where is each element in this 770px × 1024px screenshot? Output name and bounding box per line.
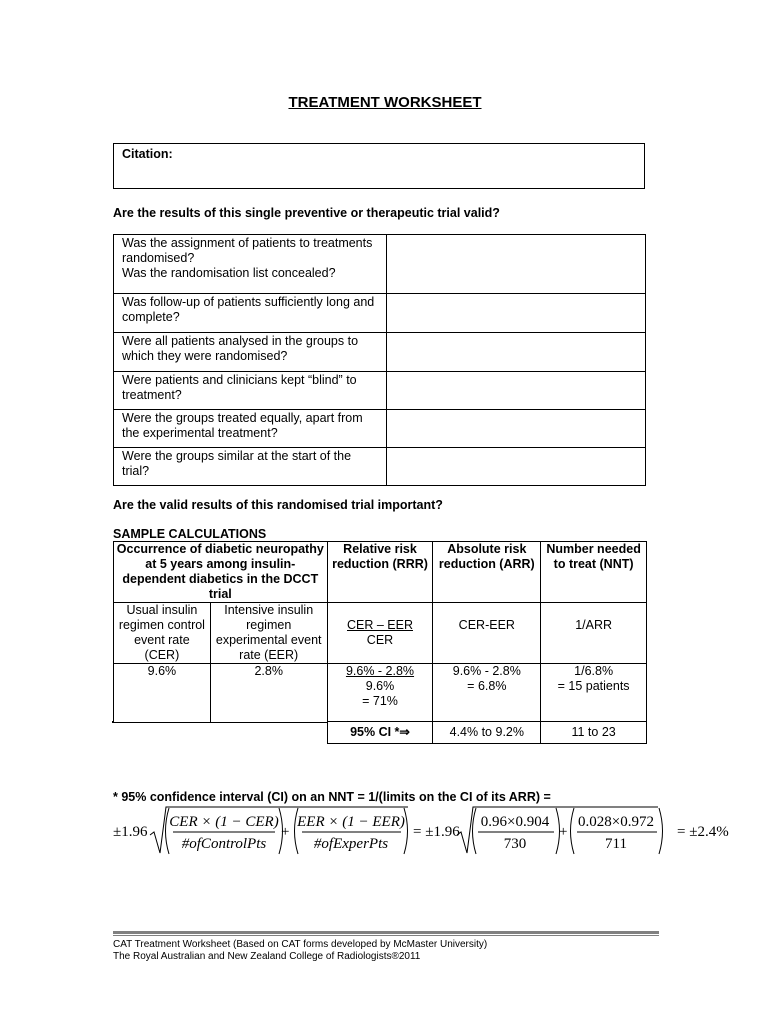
footer [113, 939, 487, 963]
paren-left-3 [473, 808, 477, 854]
formula-t1-numerator: CER × (1 − CER) [169, 814, 279, 830]
nnt-calculation [541, 664, 647, 722]
ci-note: * 95% confidence interval (CI) on an NNT = 1/(limits on the CI of its ARR) = [113, 790, 551, 804]
table-bottom-left [112, 722, 327, 723]
formula-result: = ±2.4% [677, 824, 729, 840]
citation-box[interactable] [113, 143, 645, 189]
header-occurrence: Occurrence of diabetic neuropathy at 5 years among insulin-dependent diabetics in the DCCT trial [114, 542, 328, 603]
validity-row-analysed: Were all patients analysed in the groups to which they were randomised? [114, 333, 387, 372]
formula-pm196: ±1.96 [113, 824, 148, 840]
validity-answer-3[interactable] [387, 333, 646, 372]
formula-n1-numerator: 0.96×0.904 [480, 814, 550, 830]
ci-nnt: 11 to 23 [541, 722, 647, 744]
rrr-calc-denominator: 9.6% [365, 679, 395, 693]
rrr-formula-numerator: CER – EER [347, 618, 413, 632]
ci-arr: 4.4% to 9.2% [433, 722, 541, 744]
footer-divider [113, 931, 659, 934]
validity-row-similar: Were the groups similar at the start of the trial? [114, 448, 387, 486]
header-cer: Usual insulin regimen control event rate (CER) [114, 603, 211, 664]
validity-row-followup: Was follow-up of patients sufficiently long and complete? [114, 294, 387, 333]
validity-row-treated-equally: Were the groups treated equally, apart from the experimental treatment? [114, 410, 387, 448]
validity-answer-6[interactable] [387, 448, 646, 486]
ci-label: 95% CI *⇒ [327, 722, 433, 744]
page-title: TREATMENT WORKSHEET [288, 94, 482, 111]
footer-divider-thin [113, 935, 659, 936]
formula-t1-denominator: #ofControlPts [181, 836, 267, 852]
rrr-formula [327, 603, 433, 664]
nnt-formula: 1/ARR [541, 603, 647, 664]
validity-row-randomised: Was the assignment of patients to treatments randomised? Was the randomisation list concealed? [114, 235, 387, 294]
validity-table [113, 234, 646, 486]
paren-right-4 [659, 808, 663, 854]
header-eer: Intensive insulin regimen experimental event rate (EER) [210, 603, 327, 664]
formula-plus-2: + [559, 824, 568, 840]
formula-t2-denominator: #ofExperPts [313, 836, 389, 852]
nnt-calc-result: = 15 patients [557, 679, 630, 693]
header-arr: Absolute risk reduction (ARR) [433, 542, 541, 603]
arr-calculation [433, 664, 541, 722]
validity-question: Are the results of this single preventive or therapeutic trial valid? [113, 206, 500, 220]
validity-row-blind: Were patients and clinicians kept “blind” to treatment? [114, 372, 387, 410]
cer-value: 9.6% [114, 664, 211, 744]
header-rrr: Relative risk reduction (RRR) [327, 542, 433, 603]
eer-value: 2.8% [210, 664, 327, 744]
validity-answer-5[interactable] [387, 410, 646, 448]
formula-n2-denominator: 711 [605, 836, 627, 852]
nnt-calc-expr: 1/6.8% [574, 664, 614, 678]
arr-formula: CER-EER [433, 603, 541, 664]
formula-t2-numerator: EER × (1 − EER) [297, 814, 405, 830]
ci-blank-area [112, 722, 327, 746]
arr-calc-result: = 6.8% [467, 679, 507, 693]
header-nnt: Number needed to treat (NNT) [541, 542, 647, 603]
importance-question: Are the valid results of this randomised trial important? [113, 498, 443, 512]
footer-line-1: CAT Treatment Worksheet (Based on CAT forms developed by McMaster University) [113, 939, 488, 950]
formula-n2-numerator: 0.028×0.972 [578, 814, 654, 830]
rrr-calc-numerator: 9.6% - 2.8% [345, 664, 415, 678]
footer-line-2: The Royal Australian and New Zealand College of Radiologists®2011 [113, 951, 421, 962]
rrr-calc-result: = 71% [362, 694, 398, 708]
arr-calc-expr: 9.6% - 2.8% [452, 664, 521, 678]
rrr-calculation [327, 664, 433, 722]
citation-label: Citation: [122, 147, 173, 161]
validity-answer-1[interactable] [387, 235, 646, 294]
formula-plus-1: + [281, 824, 290, 840]
formula-n1-denominator: 730 [503, 836, 527, 852]
paren-left-4 [571, 808, 575, 854]
formula-eq-pm196: = ±1.96 [413, 824, 460, 840]
sample-calculations-heading: SAMPLE CALCULATIONS [113, 527, 267, 541]
ci-formula [110, 805, 740, 860]
validity-answer-4[interactable] [387, 372, 646, 410]
sample-calculations-table [113, 541, 647, 744]
rrr-formula-denominator: CER [366, 633, 394, 647]
validity-answer-2[interactable] [387, 294, 646, 333]
